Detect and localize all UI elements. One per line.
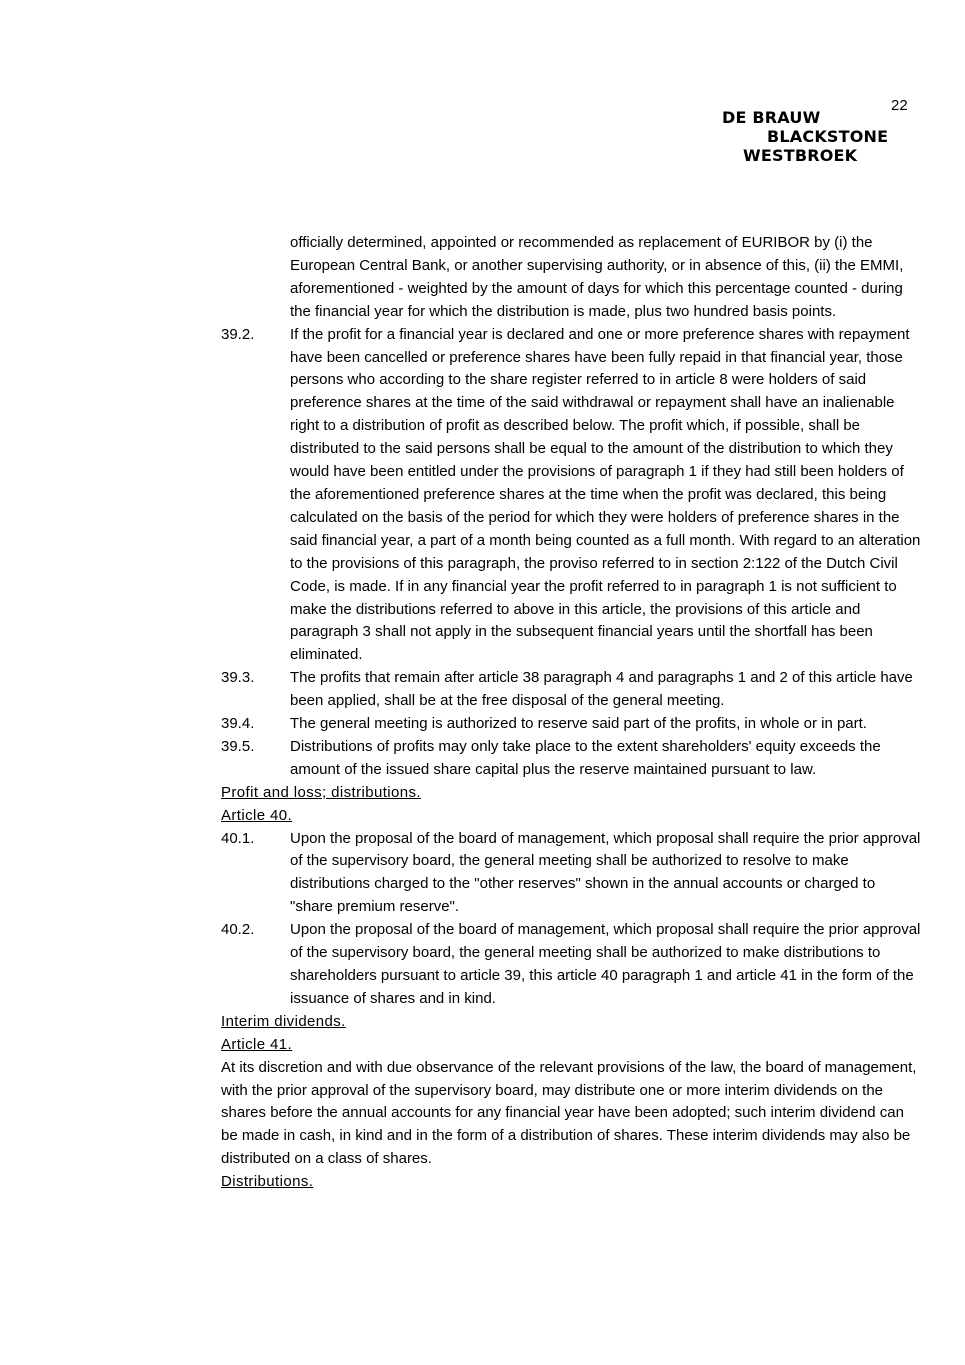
clause-text: The general meeting is authorized to reserve said part of the profits, in whole or in part.: [290, 715, 867, 733]
document-body: [221, 232, 921, 1194]
logo-line-3: WESTBROEK: [743, 146, 858, 165]
clause-text: Upon the proposal of the board of management, which proposal shall require the prior approval of the supervisory board, the general meeting shall be authorized to make distributions to shareholders pursuant to article 39, this article 40 paragraph 1 and article 41 in the form of the issuance of shares and in kind.: [290, 921, 921, 1007]
clause-39-4: [221, 713, 921, 736]
logo-line-1: DE BRAUW: [722, 108, 821, 127]
clause-39-2: [221, 324, 921, 668]
clause-number: 40.1.: [221, 829, 255, 847]
continuation-paragraph: officially determined, appointed or recommended as replacement of EURIBOR by (i) the European Central Bank, or another supervising authority, or in absence of this, (ii) the EMMI, aforementioned - weighted by the amount of days for which this percentage counted - during the financial year for which the distribution is made, plus two hundred basis points.: [290, 234, 904, 320]
clause-text: Distributions of profits may only take place to the extent shareholders' equity exceeds the amount of the issued share capital plus the reserve maintained pursuant to law.: [290, 737, 881, 778]
clause-39-5: [221, 736, 921, 782]
clause-39-3: [221, 667, 921, 713]
clause-number: 39.3.: [221, 669, 255, 687]
clause-text: Upon the proposal of the board of management, which proposal shall require the prior approval of the supervisory board, the general meeting shall be authorized to resolve to make distributions charged to the "other reserves" shown in the annual accounts or charged to "share premium reserve".: [290, 829, 921, 916]
firm-logo: [722, 108, 888, 165]
article-41-text: At its discretion and with due observance of the relevant provisions of the law, the board of management, with the prior approval of the supervisory board, may distribute one or more interim dividends on the shares before the annual accounts for any financial year have been adopted; such interim dividend can be made in cash, in kind and in the form of a distribution of shares. These interim dividends may also be distributed on a class of shares.: [221, 1058, 917, 1168]
clause-text: The profits that remain after article 38 paragraph 4 and paragraphs 1 and 2 of this article have been applied, shall be at the free disposal of the general meeting.: [290, 669, 913, 710]
page-number: 22: [891, 97, 908, 114]
clause-number: 40.2.: [221, 921, 255, 939]
section-heading-distributions: Distributions.: [221, 1173, 314, 1191]
section-heading-profit-loss: Profit and loss; distributions.: [221, 783, 421, 801]
article-40-heading: Article 40.: [221, 806, 293, 824]
clause-number: 39.4.: [221, 715, 255, 733]
article-41-heading: Article 41.: [221, 1035, 293, 1053]
clause-number: 39.2.: [221, 325, 255, 343]
clause-number: 39.5.: [221, 737, 255, 755]
section-heading-interim-dividends: Interim dividends.: [221, 1012, 346, 1030]
clause-40-1: [221, 828, 921, 920]
clause-40-2: [221, 919, 921, 1011]
clause-text: If the profit for a financial year is declared and one or more preference shares with repayment have been cancelled or preference shares have been fully repaid in that financial year, those persons who according to the share register referred to in article 8 were holders of said preference shares at the time of the said withdrawal or repayment shall have an inalienable right to a distribution of profit as described below. The profit which, if possible, shall be distributed to the said persons shall be equal to the amount of the distribution to which they would have been entitled under the provisions of paragraph 1 if they had still been holders of the aforementioned preference shares at the time when the profit was declared, this being calculated on the basis of the period for which they were holders of preference shares in the said financial year, a part of a month being counted as a full month. With regard to an alteration to the provisions of this paragraph, the proviso referred to in section 2:122 of the Dutch Civil Code, is made. If in any financial year the profit referred to in paragraph 1 is not sufficient to make the distributions referred to above in this article, the provisions of this article and paragraph 3 shall not apply in the subsequent financial years until the shortfall has been eliminated.: [290, 325, 921, 664]
logo-line-2: BLACKSTONE: [767, 127, 889, 146]
